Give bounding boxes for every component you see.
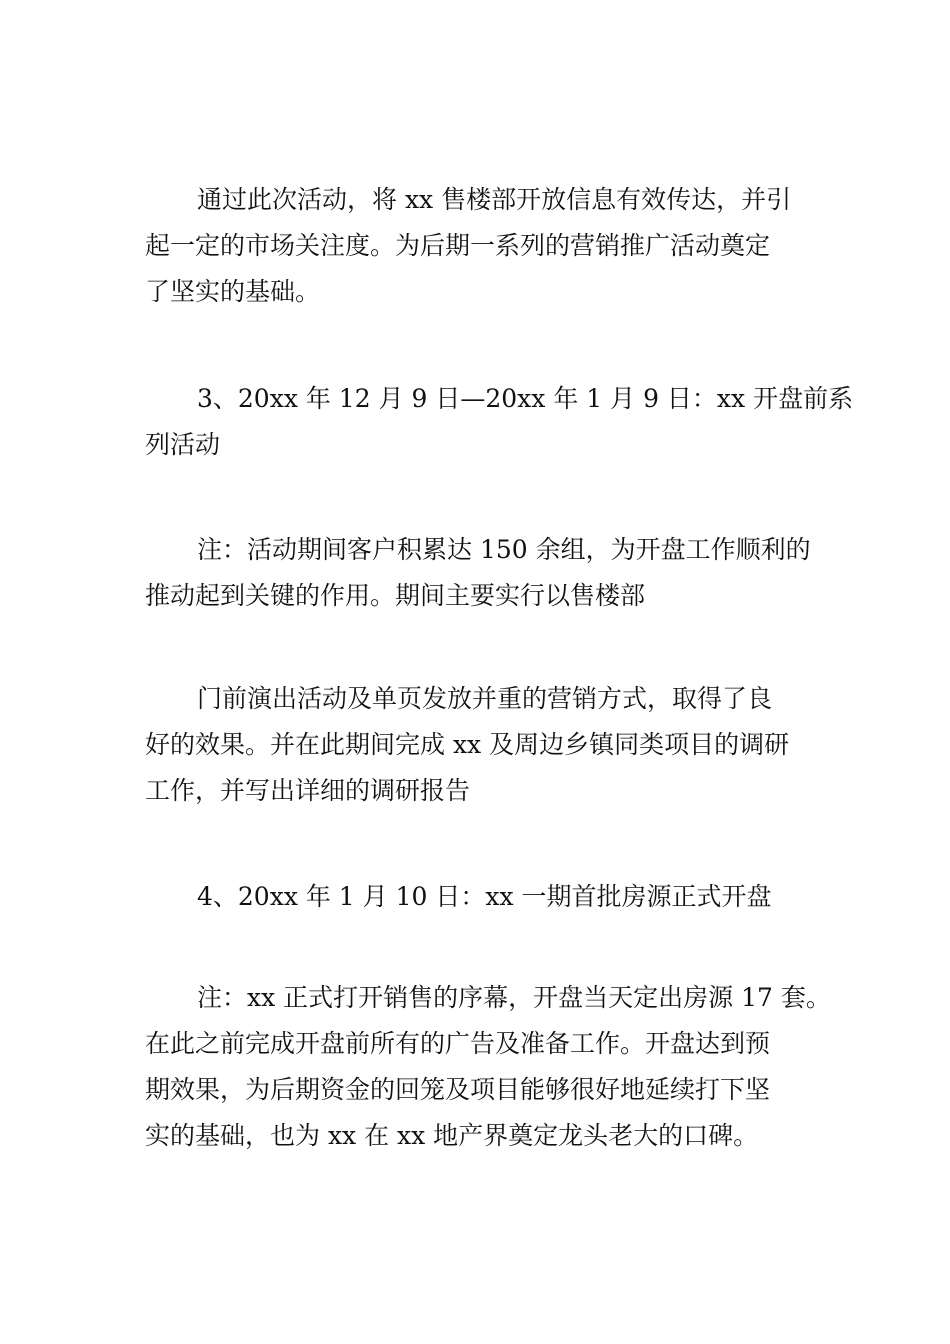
paragraph-line: 工作，并写出详细的调研报告 (145, 776, 471, 805)
paragraph-line: 期效果，为后期资金的回笼及项目能够很好地延续打下坚 (145, 1075, 771, 1104)
paragraph-item-3-heading (145, 376, 854, 468)
paragraph-line: 注：xx 正式打开销售的序幕，开盘当天定出房源 17 套。 (197, 983, 831, 1012)
paragraph-line: 实的基础，也为 xx 在 xx 地产界奠定龙头老大的口碑。 (145, 1121, 759, 1150)
paragraph-item-4-heading (145, 874, 815, 920)
paragraph-line: 在此之前完成开盘前所有的广告及准备工作。开盘达到预 (145, 1029, 771, 1058)
paragraph-line: 好的效果。并在此期间完成 xx 及周边乡镇同类项目的调研 (145, 730, 790, 759)
paragraph-line: 列活动 (145, 430, 221, 459)
paragraph-line: 门前演出活动及单页发放并重的营销方式，取得了良 (197, 684, 773, 713)
paragraph-line: 4、20xx 年 1 月 10 日：xx 一期首批房源正式开盘 (197, 882, 772, 911)
paragraph-item-3-note-continued (145, 676, 815, 814)
paragraph-line: 注：活动期间客户积累达 150 余组，为开盘工作顺利的 (197, 535, 811, 564)
paragraph-line: 3、20xx 年 12 月 9 日—20xx 年 1 月 9 日：xx 开盘前系 (197, 384, 854, 413)
paragraph-line: 了坚实的基础。 (145, 277, 321, 306)
paragraph-line: 起一定的市场关注度。为后期一系列的营销推广活动奠定 (145, 231, 771, 260)
paragraph-line: 推动起到关键的作用。期间主要实行以售楼部 (145, 581, 646, 610)
paragraph-item-3-note (145, 527, 815, 619)
paragraph-item-4-note (145, 975, 831, 1159)
paragraph-line: 通过此次活动，将 xx 售楼部开放信息有效传达，并引 (197, 185, 792, 214)
paragraph-activity-result (145, 177, 815, 315)
